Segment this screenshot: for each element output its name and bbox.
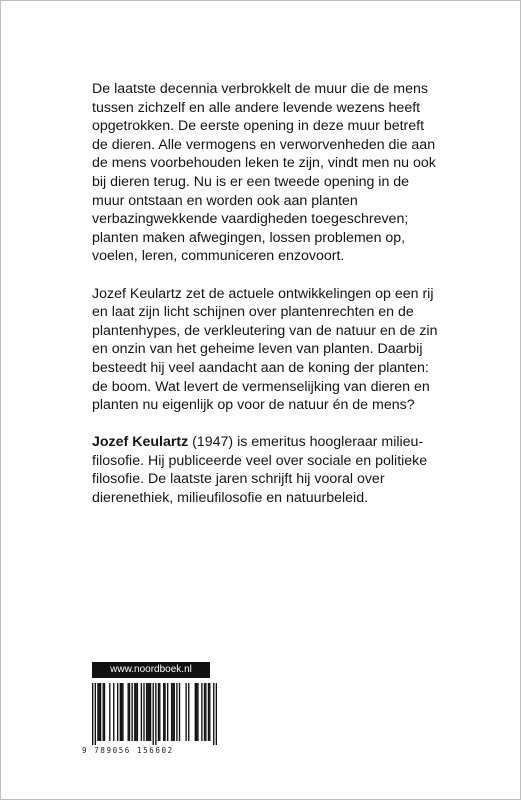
- barcode-bar: [150, 683, 151, 741]
- barcode-bar: [216, 683, 217, 745]
- barcode-bar: [134, 683, 135, 741]
- barcode-bar: [179, 683, 180, 741]
- barcode-bar: [196, 683, 197, 741]
- publisher-url: www.noordboek.nl: [92, 662, 210, 678]
- barcode-bar: [97, 683, 98, 741]
- barcode-bar: [137, 683, 138, 741]
- barcode-bar: [213, 683, 214, 745]
- barcode-bar: [209, 683, 210, 741]
- barcode-bar: [153, 683, 154, 745]
- barcode-bar: [121, 683, 122, 741]
- author-bio: [92, 433, 442, 507]
- barcode-bar: [146, 683, 147, 741]
- barcode-bar: [205, 683, 206, 741]
- barcode-bar: [172, 683, 173, 741]
- barcode-bar: [113, 683, 114, 741]
- blurb-paragraph-2: Jozef Keulartz zet de actuele ontwikkelingen op een rij en laat zijn licht schijnen over plantenrechten en de plantenhypes, de verkleutering van de natuur en de zin en onzin van het geheime leven van planten. Daarbij besteedt hij veel aandacht aan de koning der planten: de boom. Wat levert de vermenselijking van dieren en planten nu eigenlijk op voor de natuur én de mens?: [92, 285, 438, 414]
- barcode-bar: [122, 683, 123, 741]
- barcode-bar: [197, 683, 198, 741]
- barcode-bar: [149, 683, 150, 741]
- barcode-bar: [164, 683, 165, 741]
- barcode-bar: [163, 683, 164, 741]
- barcode-bar: [120, 683, 121, 741]
- barcode-bar: [109, 683, 110, 741]
- barcode-bar: [201, 683, 202, 741]
- barcode-graphic: [92, 683, 217, 745]
- barcode-bar: [129, 683, 130, 741]
- author-bio-text: (1947) is emeritus hoogleraar milieu-filosofie. Hij publiceerde veel over sociale en politieke filosofie. De laatste jaren schrijft hij vooral over dierenethiek, milieufilosofie en natuurbeleid.: [92, 434, 428, 507]
- barcode-bar: [171, 683, 172, 741]
- barcode-bar: [185, 683, 186, 741]
- barcode-bar: [159, 683, 160, 741]
- barcode-bar: [99, 683, 100, 741]
- isbn-digits: 9 789056 156602: [82, 746, 174, 755]
- barcode-bar: [141, 683, 142, 741]
- barcode-bar: [158, 683, 159, 741]
- barcode-bar: [155, 683, 156, 745]
- barcode-bar: [188, 683, 189, 741]
- barcode-bar: [174, 683, 175, 741]
- blurb-paragraph-1: De laatste decennia verbrokkelt de muur die de mens tussen zichzelf en alle andere levende wezens heeft opgetrokken. De eerste opening in deze muur betreft de dieren. Alle vermogens en verworvenheden die aan de mens voorbehouden leken te zijn, vindt men nu ook bij dieren terug. Nu is er een tweede opening in de muur ontstaan en worden ook aan planten verbazingwekkende vaardigheden toegeschreven; planten maken afwegingen, lossen problemen op, voelen, leren, communiceren enzovoort.: [92, 81, 436, 265]
- back-cover-text: [92, 80, 442, 508]
- barcode-bar: [92, 683, 93, 745]
- barcode-bar: [135, 683, 136, 741]
- barcode-bar: [208, 683, 209, 741]
- barcode-bar: [204, 683, 205, 741]
- barcode-bar: [176, 683, 177, 741]
- barcode-bar: [100, 683, 101, 741]
- barcode-bar: [195, 683, 196, 741]
- barcode-bar: [95, 683, 96, 745]
- barcode-bar: [104, 683, 105, 741]
- barcode: [92, 683, 217, 745]
- barcode-bar: [103, 683, 104, 741]
- barcode-bar: [147, 683, 148, 741]
- barcode-bar: [117, 683, 118, 741]
- barcode-bar: [143, 683, 144, 741]
- barcode-bar: [167, 683, 168, 741]
- barcode-bar: [128, 683, 129, 741]
- author-name: Jozef Keulartz: [92, 434, 189, 451]
- barcode-bar: [131, 683, 132, 741]
